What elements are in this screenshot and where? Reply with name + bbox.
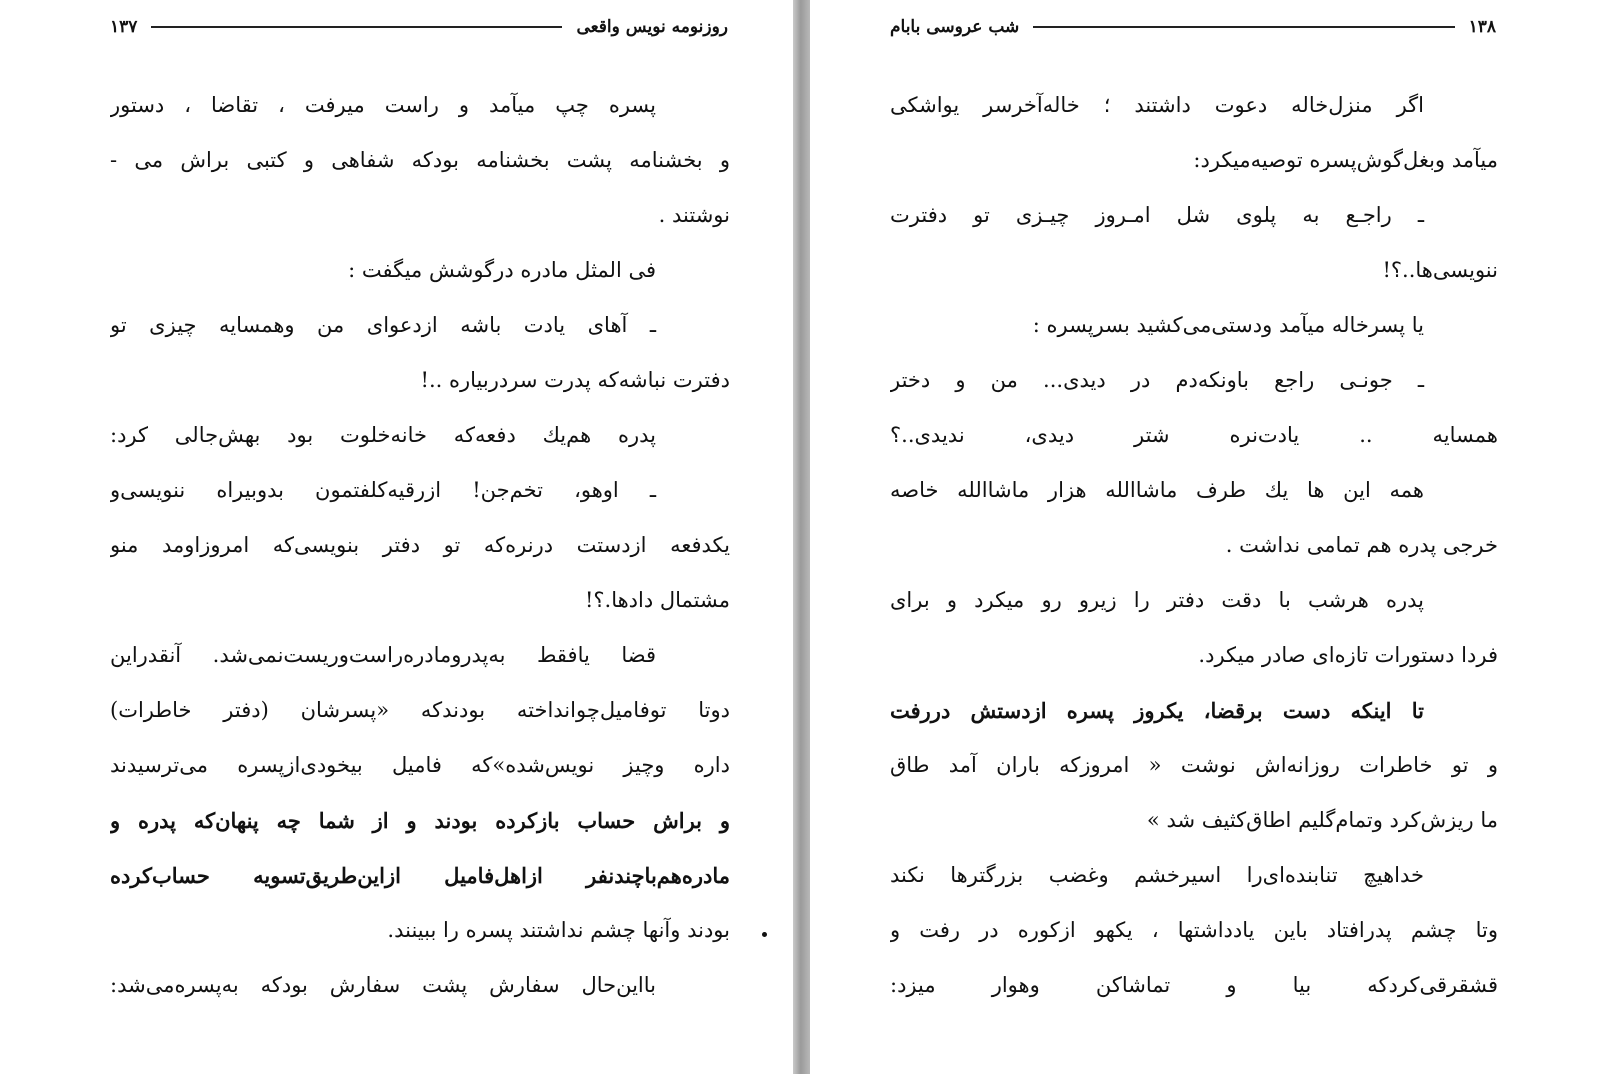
text-line: پسره چپ میآمد و راست میرفت ، تقاضا ، دستور [110, 93, 656, 117]
text-line: بودند وآنها چشم نداشتند پسره را ببینند. [387, 918, 730, 942]
text-line: مادره‌هم‌باچندنفر ازاهل‌فامیل ازاین‌طریق‌تسویه حساب‌کرده [110, 863, 730, 888]
text-line: داره وچیز نویس‌شده»‌که فامیل بیخودی‌ازپسره می‌ترسیدند [110, 753, 730, 777]
right-running-title: شب عروسی بابام [890, 17, 1020, 37]
text-line: اگر منزل‌خاله دعوت داشتند ؛ خاله‌آخرسر یواشکی [890, 93, 1424, 117]
text-line: و براش حساب بازکرده بودند و از شما چه پنهان‌که پدره و [110, 808, 730, 833]
text-line: ما ریزش‌کرد وتمام‌گلیم اطاق‌کثیف شد » [1146, 808, 1498, 832]
right-page-header [890, 14, 1496, 40]
book-gutter [793, 0, 810, 1074]
text-line: فی المثل مادره درگوشش میگفت : [348, 258, 656, 282]
right-page [810, 0, 1600, 1074]
text-line: دوتا توفامیل‌چوانداخته بودند‌که «پسرشان (دفتر خاطرات) [110, 698, 730, 722]
text-line: خداهیچ تنابنده‌ای‌را اسیرخشم وغضب بزرگترها نکند [890, 863, 1424, 887]
text-line: تا اینکه دست برقضا، یکروز پسره ازدستش دررفت [890, 698, 1424, 723]
left-page-number: ۱۳۷ [110, 17, 138, 37]
left-page-body [110, 78, 730, 1013]
text-line: یا پسرخاله میآمد ودستی‌می‌کشید بسرپسره : [1032, 313, 1424, 337]
text-line: پدره هم‌یك دفعه‌که خانه‌خلوت بود بهش‌جالی کرد: [110, 423, 656, 447]
left-page-header [110, 14, 728, 40]
text-line: و تو خاطرات روزانه‌اش نوشت « امروزکه باران آمد طاق [890, 753, 1498, 777]
left-page [0, 0, 793, 1074]
right-page-body [890, 78, 1498, 1013]
text-line: همسایه .. یادت‌نره شتر دیدی، ندیدی..؟ [890, 423, 1498, 447]
text-line: فردا دستورات تازه‌ای صادر میکرد. [1198, 643, 1498, 667]
text-line: ـ آهای یادت باشه ازدعوای من وهمسایه چیزی تو [110, 313, 656, 337]
text-line: وتا چشم پدرافتاد باین یادداشتها ، یکهو ازکوره در رفت و [890, 918, 1498, 942]
text-line: ننویسی‌ها..؟! [1382, 258, 1498, 282]
text-line: قضا یافقط به‌پدرومادره‌راست‌وریست‌نمی‌شد. آنقدراین [110, 643, 656, 667]
text-line: میآمد وبغل‌گوش‌پسره توصیه‌میکرد: [1193, 148, 1498, 172]
text-line: قشقرقی‌کردکه بیا و تماشاکن وهوار میزد: [890, 973, 1498, 997]
text-line: بااین‌حال سفارش پشت سفارش بودکه به‌پسره‌می‌شد: [110, 973, 656, 997]
text-line: مشتمال دادها.؟! [584, 588, 730, 612]
text-line: یکدفعه ازدستت درنره‌که تو دفتر بنویسی‌که امروزاومد منو [110, 533, 730, 557]
text-line: همه این ها یك طرف ماشاالله هزار ماشاالله خاصه [890, 478, 1424, 502]
text-line: و بخشنامه پشت بخشنامه بودکه شفاهی و کتبی براش می - [110, 148, 730, 172]
text-line: ـ اوهو، تخم‌جن! ازرقیه‌کلفتمون بدوبیراه ننویسی‌و [110, 478, 656, 502]
text-line: نوشتند . [658, 203, 730, 227]
text-line: خرجی پدره هم تمامی نداشت . [1225, 533, 1498, 557]
left-running-title: روزنومه نویس واقعی [576, 17, 728, 37]
text-line: پدره هرشب با دقت دفتر را زیرو رو میکرد و برای [890, 588, 1424, 612]
text-line: ـ راجـع به پلوی شل امـروز چیـزی تو دفترت [890, 203, 1424, 227]
right-page-number: ۱۳۸ [1468, 17, 1496, 37]
right-header-rule [1033, 26, 1454, 28]
left-header-rule [151, 26, 562, 28]
text-line: دفترت نباشه‌که پدرت سردربیاره ..! [420, 368, 730, 392]
stray-ink-dot [762, 932, 767, 937]
text-line: ـ جونـی راجع باونکه‌دم در دیدی... من و دختر [890, 368, 1424, 392]
